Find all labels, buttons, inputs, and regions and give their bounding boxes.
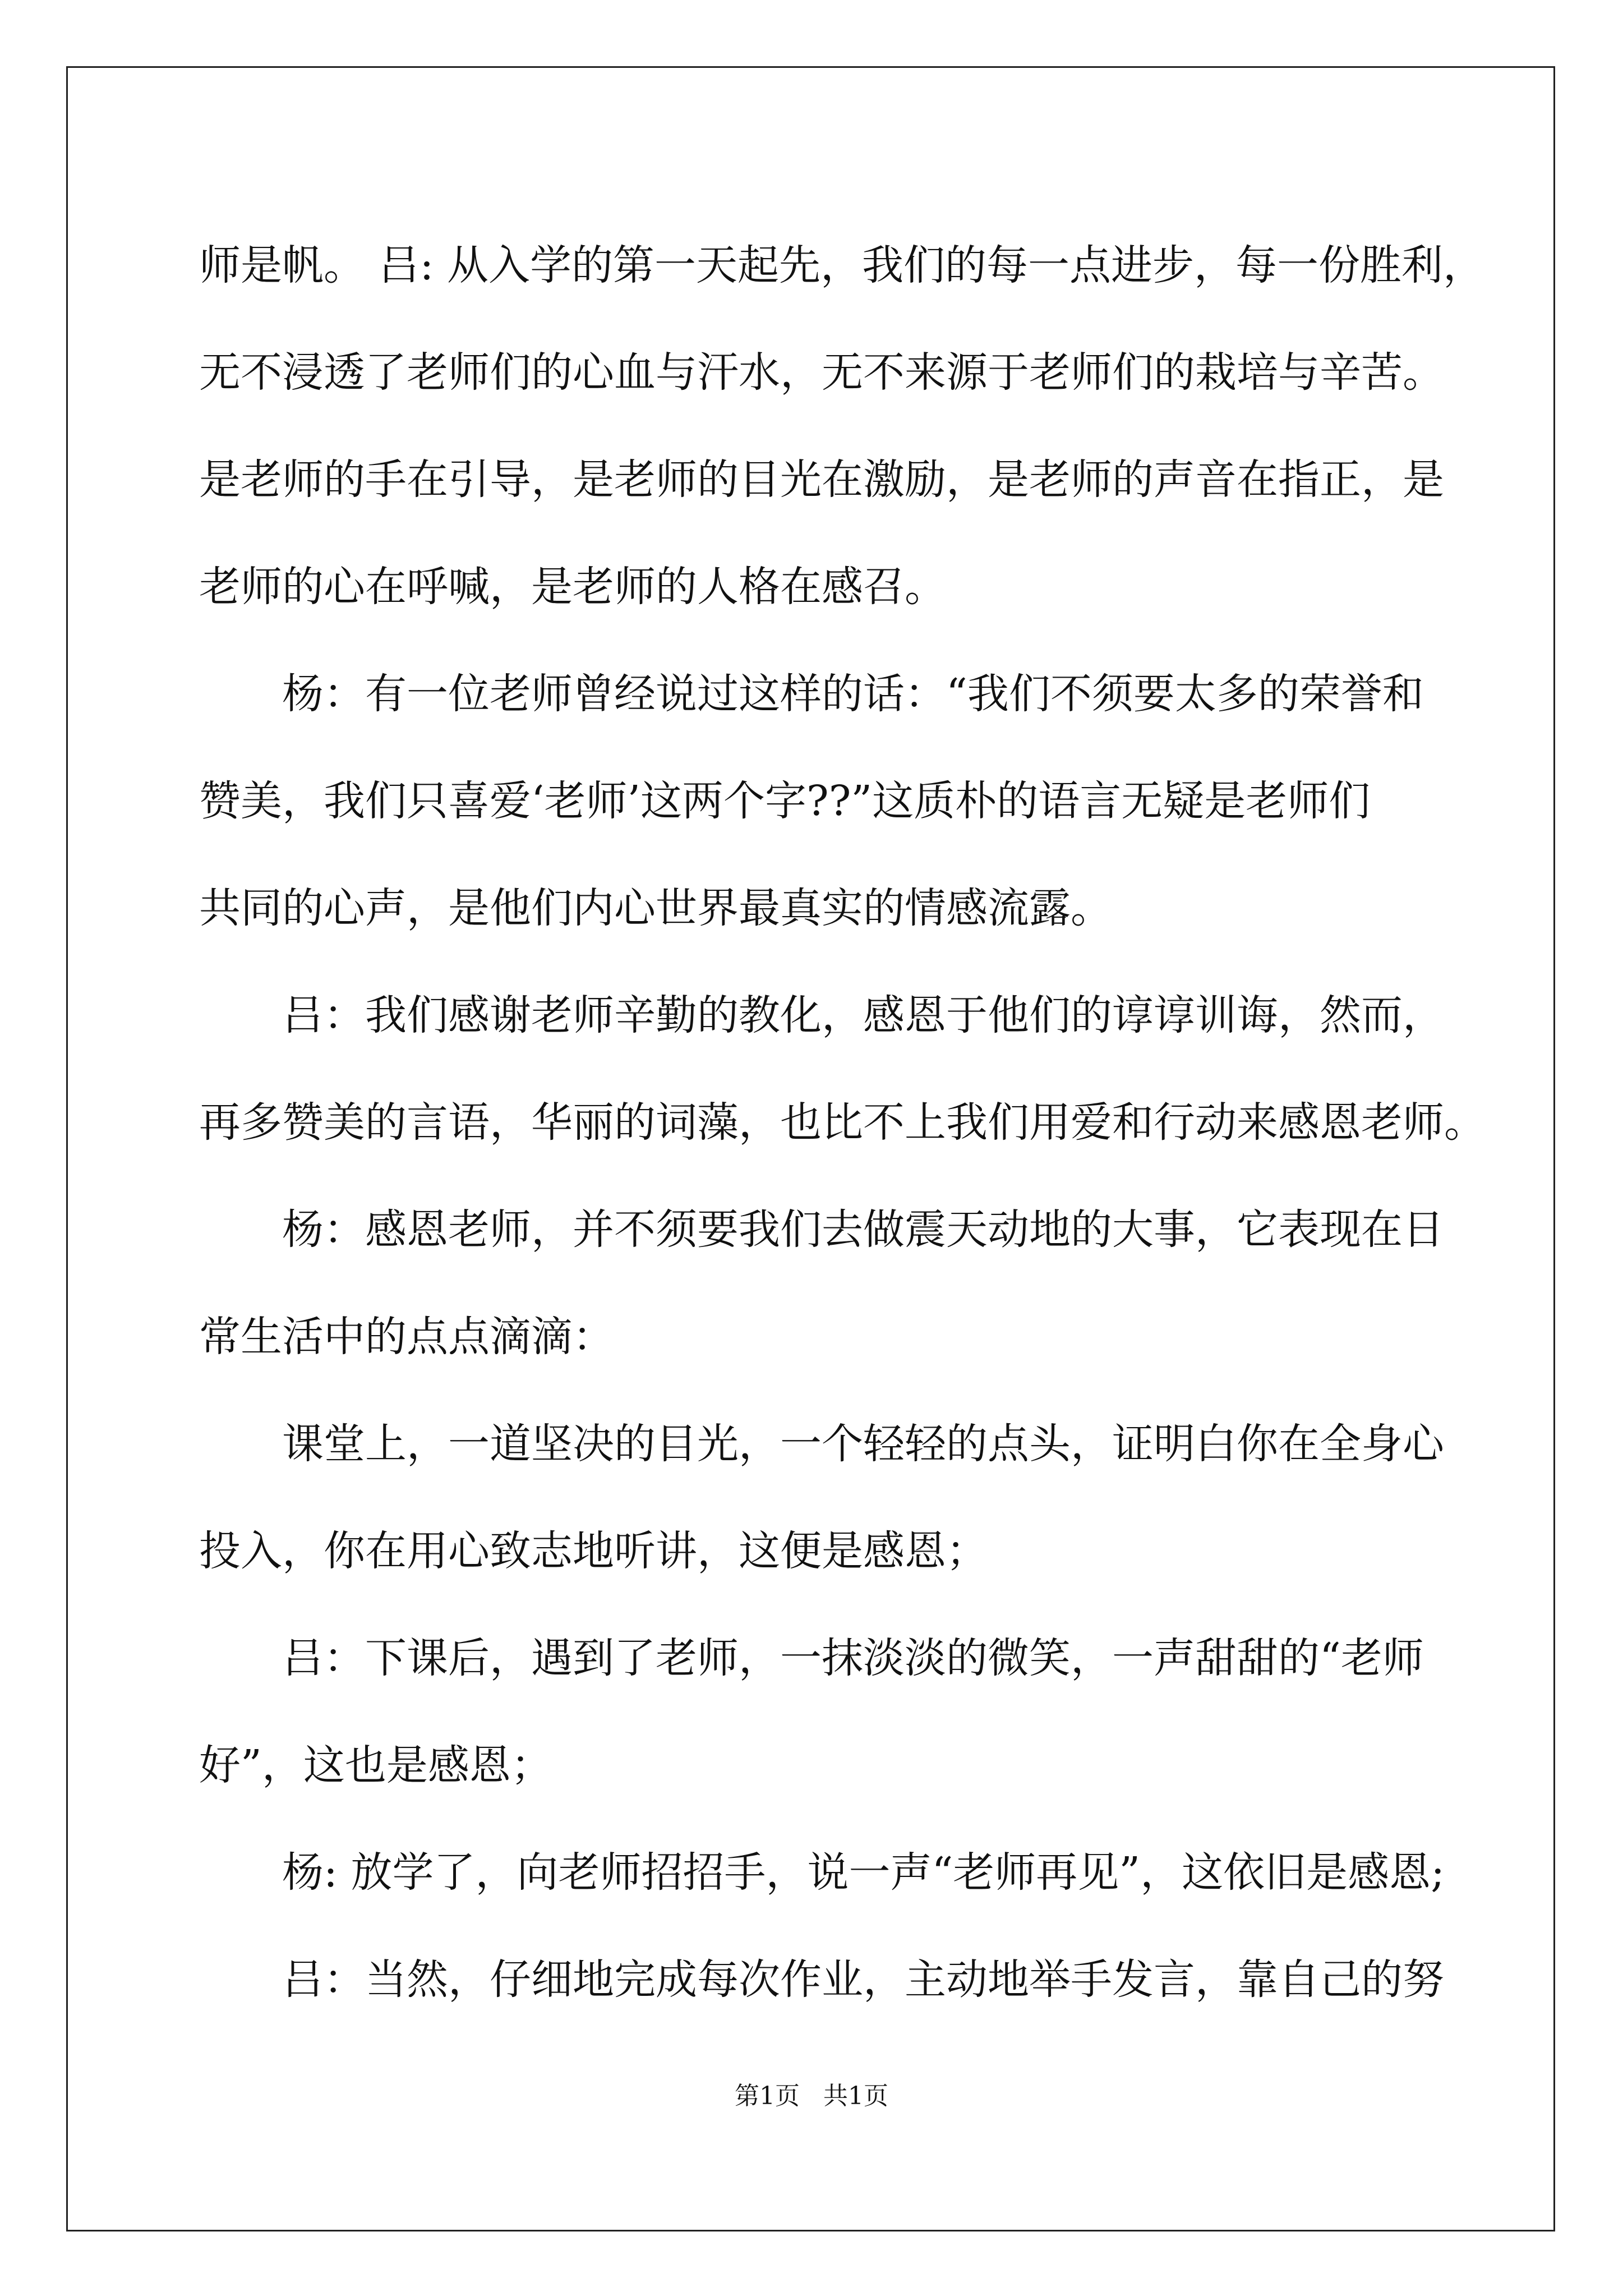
text-line: 吕：下课后，遇到了老师，一抹淡淡的微笑，一声甜甜的“老师 bbox=[282, 1634, 1424, 1682]
text-line: 投入，你在用心致志地听讲，这便是感恩； bbox=[199, 1527, 988, 1575]
page-number-footer: 第1页 共1页 bbox=[735, 2082, 888, 2110]
text-line: 是老师的手在引导，是老师的目光在激励，是老师的声音在指正，是 bbox=[199, 455, 1444, 504]
text-line: 师是帆。 吕: 从入学的第一天起先，我们的每一点进步，每一份胜利， bbox=[199, 241, 1484, 289]
text-line: 课堂上，一道坚决的目光，一个轻轻的点头，证明白你在全身心 bbox=[282, 1420, 1444, 1468]
text-line: 常生活中的点点滴滴： bbox=[199, 1313, 614, 1361]
text-line: 再多赞美的言语，华丽的词藻，也比不上我们用爱和行动来感恩老师。 bbox=[199, 1098, 1486, 1147]
text-line: 吕：当然，仔细地完成每次作业，主动地举手发言，靠自己的努 bbox=[282, 1955, 1444, 2004]
text-line: 共同的心声，是他们内心世界最真实的情感流露。 bbox=[199, 884, 1112, 932]
text-line: 赞美，我们只喜爱‘老师’这两个字??”这质朴的语言无疑是老师们 bbox=[199, 777, 1371, 825]
text-line: 老师的心在呼喊，是老师的人格在感召。 bbox=[199, 563, 946, 611]
document-body bbox=[199, 212, 1486, 2033]
text-line: 杨: 放学了，向老师招招手，说一声“老师再见”，这依旧是感恩; bbox=[282, 1848, 1445, 1897]
text-line: 杨：感恩老师，并不须要我们去做震天动地的大事，它表现在日 bbox=[282, 1205, 1444, 1254]
text-line: 好”，这也是感恩； bbox=[199, 1741, 552, 1789]
text-line: 杨：有一位老师曾经说过这样的话：“我们不须要太多的荣誉和 bbox=[282, 670, 1424, 718]
text-line: 无不浸透了老师们的心血与汗水，无不来源于老师们的栽培与辛苦。 bbox=[199, 348, 1444, 397]
text-line: 吕：我们感谢老师辛勤的教化，感恩于他们的谆谆训诲，然而， bbox=[282, 991, 1444, 1039]
